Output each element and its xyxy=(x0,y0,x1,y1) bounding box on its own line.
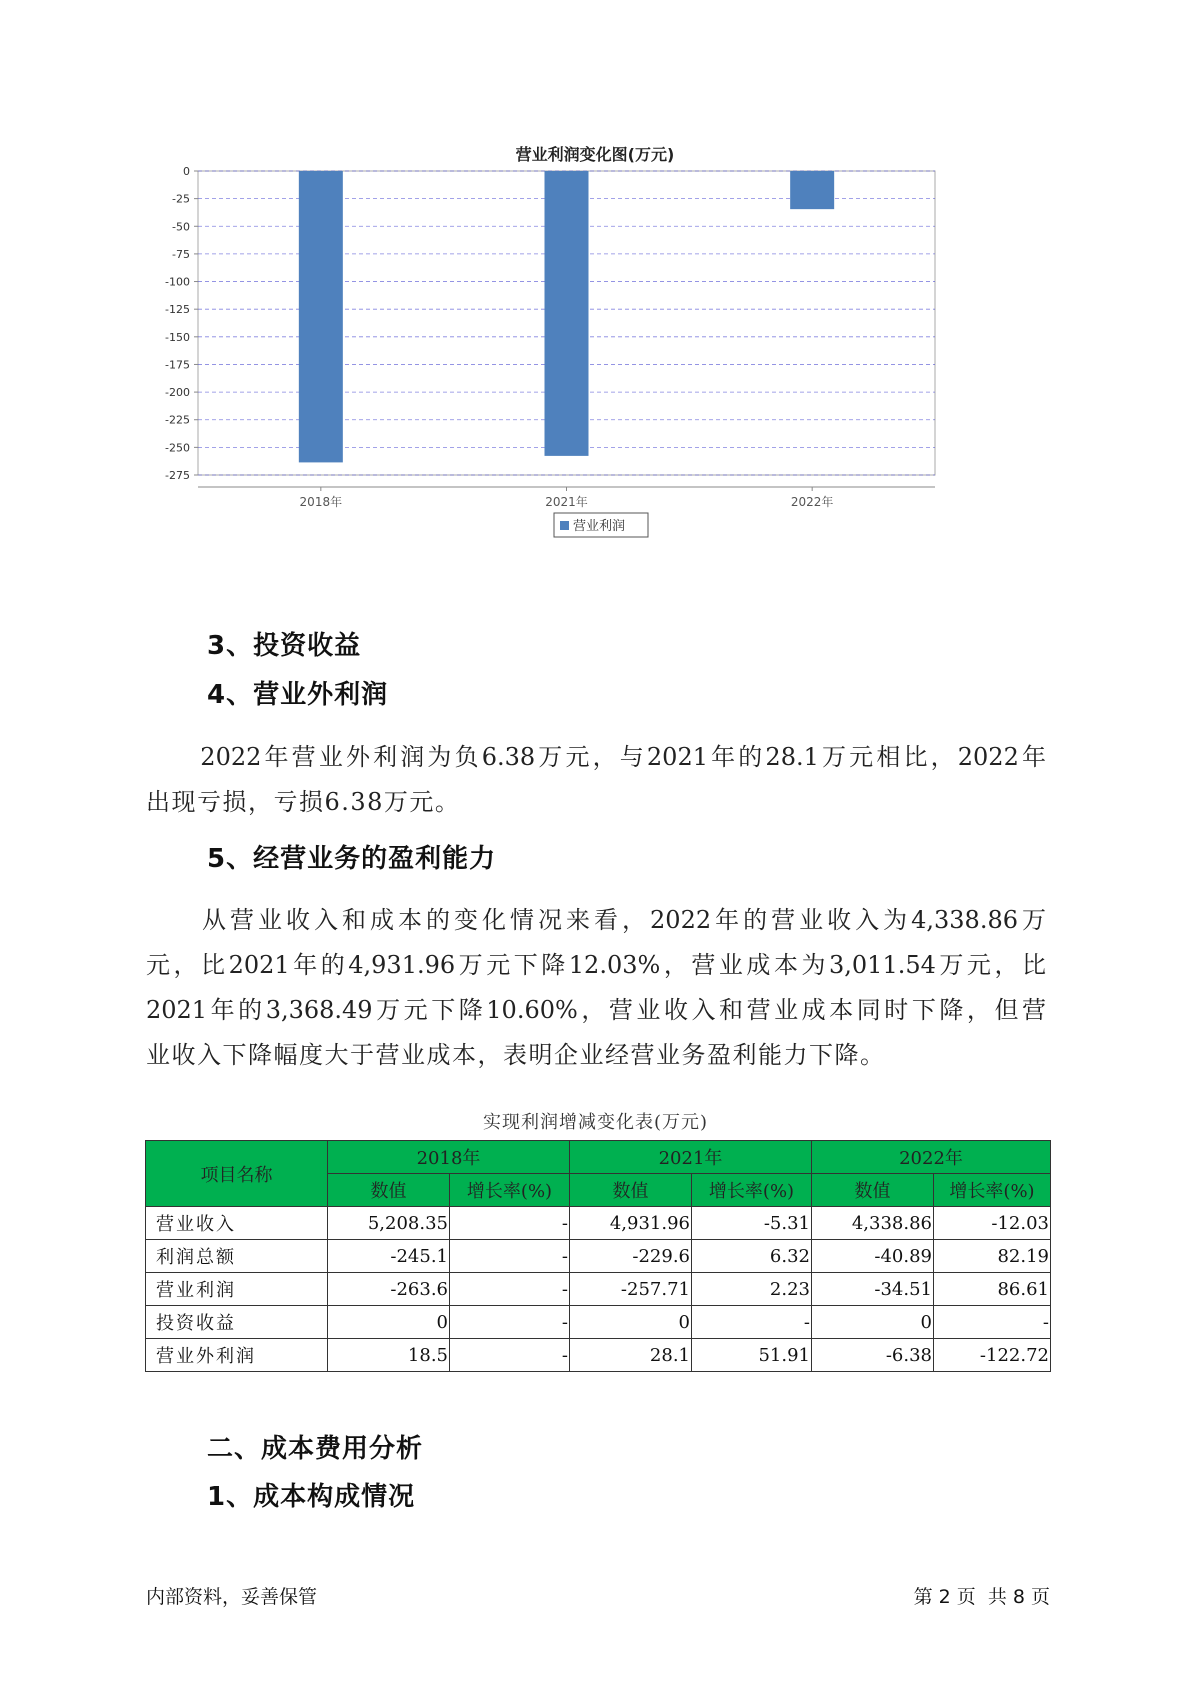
heading-investment-income: 3、投资收益 xyxy=(207,631,362,661)
header-growth-rate: 增长率(%) xyxy=(450,1174,570,1207)
table-row xyxy=(146,1273,1051,1306)
header-item-name: 项目名称 xyxy=(146,1141,328,1207)
y-tick-label: -100 xyxy=(165,275,190,289)
header-year: 2021年 xyxy=(570,1141,812,1174)
row-label: 利润总额 xyxy=(146,1240,328,1273)
heading-profitability: 5、经营业务的盈利能力 xyxy=(207,844,497,874)
cell-growth-rate: 2.23 xyxy=(692,1273,812,1306)
paragraph-non-operating-profit xyxy=(146,735,1046,825)
chart-title: 营业利润变化图(万元) xyxy=(515,145,675,164)
header-year: 2022年 xyxy=(812,1141,1051,1174)
cell-growth-rate: 82.19 xyxy=(934,1240,1051,1273)
row-label: 投资收益 xyxy=(146,1306,328,1339)
y-tick-label: -50 xyxy=(172,220,190,234)
bar-2022年 xyxy=(790,171,834,209)
cell-value: 0 xyxy=(328,1306,450,1339)
cell-value: 4,931.96 xyxy=(570,1207,692,1240)
header-growth-rate: 增长率(%) xyxy=(934,1174,1051,1207)
chart-canvas xyxy=(160,138,1030,598)
y-tick-label: -125 xyxy=(165,303,190,317)
table-row xyxy=(146,1240,1051,1273)
x-tick-label: 2021年 xyxy=(545,495,588,509)
header-value: 数值 xyxy=(812,1174,934,1207)
cell-value: 28.1 xyxy=(570,1339,692,1372)
cell-growth-rate: - xyxy=(450,1306,570,1339)
table-row xyxy=(146,1207,1051,1240)
cell-growth-rate: 86.61 xyxy=(934,1273,1051,1306)
cell-value: -257.71 xyxy=(570,1273,692,1306)
cell-growth-rate: 6.32 xyxy=(692,1240,812,1273)
y-tick-label: -150 xyxy=(165,330,190,344)
row-label: 营业收入 xyxy=(146,1207,328,1240)
cell-value: -6.38 xyxy=(812,1339,934,1372)
row-label: 营业利润 xyxy=(146,1273,328,1306)
operating-profit-chart xyxy=(160,138,1030,598)
cell-growth-rate: - xyxy=(450,1240,570,1273)
profit-change-table xyxy=(145,1140,1051,1372)
cell-value: 5,208.35 xyxy=(328,1207,450,1240)
table-header-row xyxy=(146,1141,1051,1174)
legend-swatch xyxy=(560,521,569,530)
cell-growth-rate: - xyxy=(692,1306,812,1339)
y-tick-label: -200 xyxy=(165,386,190,400)
row-label: 营业外利润 xyxy=(146,1339,328,1372)
footer-confidential-note: 内部资料，妥善保管 xyxy=(146,1586,318,1608)
cell-value: 18.5 xyxy=(328,1339,450,1372)
x-tick-label: 2018年 xyxy=(299,495,343,509)
cell-growth-rate: - xyxy=(450,1207,570,1240)
cell-value: 4,338.86 xyxy=(812,1207,934,1240)
y-tick-label: 0 xyxy=(183,165,190,178)
table-body xyxy=(146,1207,1051,1372)
table-row xyxy=(146,1306,1051,1339)
y-tick-label: -25 xyxy=(172,192,190,206)
cell-value: -34.51 xyxy=(812,1273,934,1306)
cell-growth-rate: -12.03 xyxy=(934,1207,1051,1240)
y-tick-label: -175 xyxy=(165,358,190,372)
paragraph-line: 从营业收入和成本的变化情况来看，2022年的营业收入为4,338.86万 xyxy=(146,906,1046,934)
bar-2018年 xyxy=(299,171,343,462)
heading-non-operating-profit: 4、营业外利润 xyxy=(207,680,389,710)
paragraph-profitability xyxy=(146,898,1046,1078)
legend-label: 营业利润 xyxy=(573,519,626,534)
y-tick-label: -225 xyxy=(165,413,190,427)
paragraph-line: 业收入下降幅度大于营业成本，表明企业经营业务盈利能力下降。 xyxy=(146,1041,886,1069)
footer-page-number: 第 2 页 共 8 页 xyxy=(913,1586,1050,1608)
cell-value: -229.6 xyxy=(570,1240,692,1273)
cell-value: -245.1 xyxy=(328,1240,450,1273)
cell-value: 0 xyxy=(570,1306,692,1339)
table-row xyxy=(146,1339,1051,1372)
cell-growth-rate: - xyxy=(934,1306,1051,1339)
paragraph-line: 2022年营业外利润为负6.38万元，与2021年的28.1万元相比，2022年 xyxy=(146,743,1046,771)
table-caption: 实现利润增减变化表(万元) xyxy=(482,1112,709,1133)
x-tick-label: 2022年 xyxy=(790,495,834,509)
cell-growth-rate: - xyxy=(450,1339,570,1372)
y-tick-label: -75 xyxy=(172,247,190,261)
header-value: 数值 xyxy=(570,1174,692,1207)
bar-2021年 xyxy=(545,171,589,456)
cell-growth-rate: -122.72 xyxy=(934,1339,1051,1372)
cell-growth-rate: 51.91 xyxy=(692,1339,812,1372)
y-tick-label: -250 xyxy=(165,441,190,455)
header-growth-rate: 增长率(%) xyxy=(692,1174,812,1207)
header-value: 数值 xyxy=(328,1174,450,1207)
header-year: 2018年 xyxy=(328,1141,570,1174)
heading-cost-composition: 1、成本构成情况 xyxy=(207,1482,416,1512)
paragraph-line: 2021年的3,368.49万元下降10.60%，营业收入和营业成本同时下降，但营 xyxy=(146,996,1046,1024)
cell-value: -40.89 xyxy=(812,1240,934,1273)
heading-cost-analysis: 二、成本费用分析 xyxy=(207,1434,424,1464)
cell-value: 0 xyxy=(812,1306,934,1339)
cell-growth-rate: -5.31 xyxy=(692,1207,812,1240)
y-tick-label: -275 xyxy=(165,469,190,482)
cell-growth-rate: - xyxy=(450,1273,570,1306)
paragraph-line: 出现亏损，亏损6.38万元。 xyxy=(146,788,461,816)
cell-value: -263.6 xyxy=(328,1273,450,1306)
paragraph-line: 元，比2021年的4,931.96万元下降12.03%，营业成本为3,011.54万元，比 xyxy=(146,951,1046,979)
